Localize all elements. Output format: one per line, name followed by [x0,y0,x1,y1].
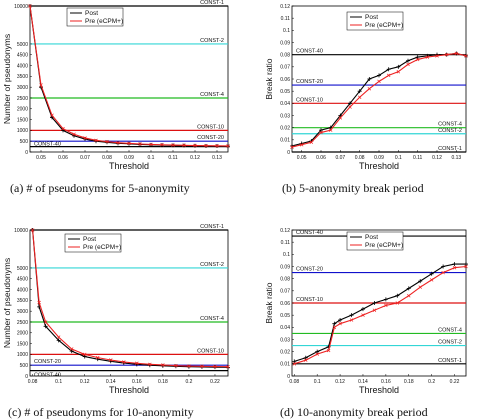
data-point-pre [349,105,352,108]
const-label: CONST-4 [200,91,224,98]
data-point-pre [430,278,433,281]
y-tick-label: 0.01 [280,137,290,144]
x-tick-label: 0.2 [185,379,193,385]
x-tick-label: 0.12 [432,155,442,161]
data-point-pre [358,96,361,99]
series-line-post [294,264,466,361]
x-tick-label: 0.08 [289,379,300,385]
const-label: CONST-40 [296,230,323,237]
y-axis-label: Break ratio [264,282,274,324]
const-label: CONST-40 [296,48,323,55]
const-label: CONST-4 [438,327,462,334]
x-tick-label: 0.11 [412,155,423,161]
x-tick-label: 0.08 [102,155,112,161]
legend-label-pre: Pre (eCPM+) [365,22,404,29]
y-tick-label: 0.1 [283,28,290,35]
x-tick-label: 0.07 [80,155,90,161]
const-label: CONST-2 [200,37,224,44]
const-label: CONST-40 [34,372,61,379]
data-point-pre [368,87,371,90]
data-point-pre [57,336,60,339]
x-axis-label: Threshold [358,161,400,171]
caption-a: (a) # of pseudonyms for 5-anonymity [10,181,190,195]
x-tick-label: 0.08 [27,379,38,385]
x-tick-label: 0.11 [168,155,178,161]
x-tick-label: 0.05 [296,155,307,161]
x-tick-label: 0.12 [335,379,345,385]
x-tick-label: 0.1 [147,155,155,161]
caption-c: (c) # of pseudonyms for 10-anonymity [8,405,194,419]
const-label: CONST-10 [197,124,224,131]
y-tick-label: 0.03 [280,113,290,120]
y-tick-label: 1000 [16,352,28,359]
y-tick-label: 0.08 [280,276,290,283]
y-tick-label: 0.04 [280,325,290,332]
y-tick-label: 1000 [16,128,28,135]
const-label: CONST-10 [296,297,323,303]
chart-0 [2,0,230,171]
legend-label-post: Post [85,10,99,17]
data-point-post [116,141,120,145]
x-tick-label: 0.22 [210,379,220,385]
const-label: CONST-2 [438,339,462,346]
x-tick-label: 0.18 [158,379,168,385]
y-tick-label: 0.02 [280,349,290,356]
y-tick-label: 3000 [16,308,28,315]
x-axis-label: Threshold [358,385,400,395]
legend [347,12,403,30]
y-tick-label: 0.12 [280,3,290,10]
y-tick-label: 4500 [16,276,28,283]
x-tick-label: 0.09 [124,155,134,161]
const-label: CONST-10 [197,348,224,355]
y-tick-label: 0.06 [280,76,290,83]
legend-label-pre: Pre (eCPM+) [85,18,124,25]
x-tick-label: 0.14 [105,379,116,385]
data-point-post [384,297,388,301]
x-axis-label: Threshold [108,385,150,395]
legend [67,8,123,26]
const-label: CONST-2 [438,127,462,134]
chart-3 [264,228,468,395]
const-label: CONST-20 [296,266,323,273]
y-tick-label: 3500 [16,74,28,81]
y-tick-label: 5000 [16,265,28,272]
x-tick-label: 0.16 [381,379,391,385]
data-point-post [226,365,230,369]
const-label: CONST-1 [438,357,462,364]
data-point-pre [378,80,381,83]
x-tick-label: 0.2 [428,379,436,385]
x-tick-label: 0.14 [358,379,368,385]
series-line-post [33,230,228,367]
x-tick-label: 0.1 [313,379,321,385]
legend-label-post: Post [365,14,379,21]
legend [65,234,121,252]
y-tick-label: 2500 [16,319,28,326]
y-tick-label: 5000 [16,41,28,48]
y-tick-label: 0.09 [280,40,290,47]
const-label: CONST-2 [200,261,224,268]
y-tick-label: 1500 [16,117,28,124]
x-tick-label: 0.13 [212,155,222,161]
data-point-post [453,262,457,266]
data-point-pre [419,286,422,289]
y-tick-label: 0.02 [280,125,290,132]
y-tick-label: 2500 [16,95,28,102]
y-tick-label: 0.11 [280,239,290,246]
x-tick-label: 0.12 [79,379,90,385]
y-tick-label: 0 [287,149,290,156]
y-tick-label: 0.03 [280,337,290,344]
x-tick-label: 0.06 [316,155,326,161]
const-label: CONST-1 [200,224,224,230]
data-point-pre [407,294,410,297]
y-axis-label: Number of pseudonyms [2,257,12,349]
chart-1 [264,4,468,171]
x-tick-label: 0.06 [58,155,68,161]
y-tick-label: 0.07 [280,64,290,71]
const-label: CONST-10 [296,97,323,104]
y-tick-label: 0.07 [280,288,290,295]
y-tick-label: 0.05 [280,312,290,319]
const-label: CONST-20 [296,79,323,86]
const-label: CONST-1 [438,146,462,152]
const-label: CONST-20 [197,135,224,142]
y-tick-label: 2000 [16,330,28,337]
const-label: CONST-20 [34,359,61,366]
const-label: CONST-1 [200,0,224,6]
x-tick-label: 0.05 [36,155,46,161]
x-axis-label: Threshold [108,161,150,171]
y-tick-label: 0 [287,373,290,380]
const-label: CONST-4 [438,121,462,128]
legend-label-pre: Pre (eCPM+) [365,242,404,249]
legend-label-post: Post [365,234,379,241]
y-tick-label: 500 [19,138,28,145]
x-tick-label: 0.12 [190,155,200,161]
y-tick-label: 3500 [16,298,28,305]
caption-b: (b) 5-anonymity break period [282,181,424,195]
series-line-pre [294,267,466,364]
x-tick-label: 0.1 [55,379,63,385]
y-tick-label: 10000 [14,227,28,234]
data-point-post [350,313,354,317]
x-tick-label: 0.18 [403,379,414,385]
y-tick-label: 0.11 [280,15,290,22]
y-tick-label: 0.08 [280,52,290,59]
y-tick-label: 0 [25,373,28,380]
legend-label-pre: Pre (eCPM+) [83,244,122,251]
x-tick-label: 0.07 [335,155,346,161]
y-tick-label: 1500 [16,341,28,348]
y-tick-label: 3000 [16,84,28,91]
y-tick-label: 4500 [16,52,28,59]
data-point-post [372,301,376,305]
legend-label-post: Post [83,236,97,243]
const-label: CONST-4 [200,315,224,322]
y-tick-label: 0.09 [280,264,290,271]
x-tick-label: 0.16 [131,379,142,385]
x-tick-label: 0.08 [354,155,365,161]
y-tick-label: 0.1 [283,252,290,259]
legend [347,232,403,250]
caption-d: (d) 10-anonymity break period [280,405,428,419]
x-tick-label: 0.13 [451,155,462,161]
x-tick-label: 0.22 [449,379,460,385]
y-tick-label: 0.05 [280,88,290,95]
y-tick-label: 0 [25,149,28,156]
const-label: CONST-40 [34,141,61,148]
series-line-pre [33,230,228,367]
x-tick-label: 0.1 [394,155,402,161]
y-tick-label: 10000 [14,3,28,10]
y-tick-label: 0.01 [280,361,290,368]
chart-2 [2,224,230,395]
y-tick-label: 0.06 [280,300,290,307]
y-tick-label: 0.12 [280,227,290,234]
y-tick-label: 500 [19,362,28,369]
y-axis-label: Break ratio [264,58,274,100]
y-tick-label: 4000 [16,287,28,294]
x-tick-label: 0.09 [374,155,384,161]
y-tick-label: 0.04 [280,101,290,108]
y-axis-label: Number of pseudonyms [2,33,12,125]
data-point-post [361,307,365,311]
y-tick-label: 4000 [16,63,28,70]
y-tick-label: 2000 [16,106,28,113]
